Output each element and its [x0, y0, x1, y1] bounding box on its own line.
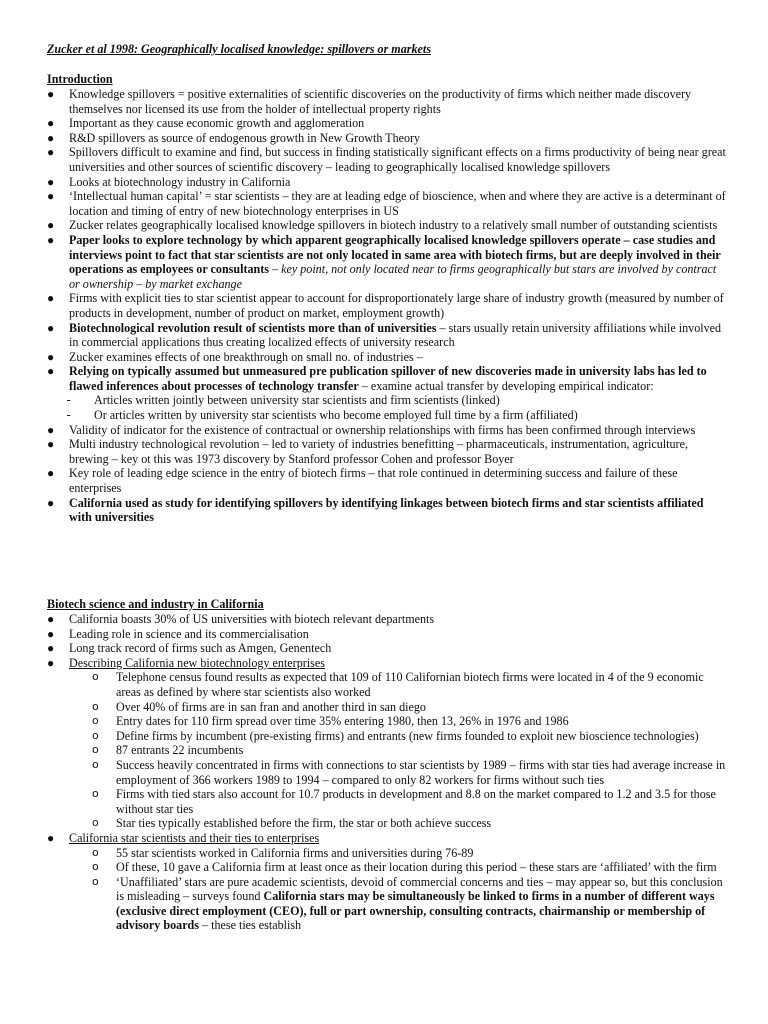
list-item: ● Looks at biotechnology industry in California [47, 174, 291, 189]
circle-icon: o [92, 728, 99, 742]
bullet-icon: ● [47, 830, 55, 845]
circle-icon: o [92, 860, 99, 874]
bullet-icon: ● [47, 626, 55, 641]
list-item: ● Describing California new biotechnology enterprises o Telephone census found results as expected that 109 of 110 Californian biotech firms were located in 4 of the 9 economic areas as defined by where star scientists also worked o Over 40% of firms are in san fran and another third in san diego o Entry dates for 110 firm spread over time 35% entering 1980, then 13, 26% in 1976 and 1986 o Define firms by incumbent (pre-existing firms) and entrants (new firms founded to exploit new bioscience technologies) o 87 entrants 22 incumbents o Success heavily concentrated in firms with connections to star scientists by 1989 – firms with star ties had average increase in employment of 366 workers 1989 to 1994 – compared to only 82 workers for firms without such ties o Firms with tied stars also account for 10.7 products in development and 8.8 on the market compared to 1.2 and 3.5 for those without star ties o Star ties typically established before the firm, the star or both achieve success [47, 655, 726, 831]
bullet-icon: ● [47, 612, 55, 626]
list-item: ● Multi industry technological revolution – led to variety of industries benefitting – pharmaceuticals, instrumentation, agriculture, brewing – key ot this was 1973 discovery by Stanford professor Cohen and professor Boyer [47, 437, 688, 466]
circle-icon: o [92, 757, 99, 771]
list-item: ● Zucker relates geographically localised knowledge spillovers in biotech industry to a relatively small number of outstanding scientists [47, 218, 718, 233]
dash-icon: - [65, 408, 73, 423]
list-item: ● Validity of indicator for the existence of contractual or ownership relationships with firms has been confirmed through interviews [47, 422, 696, 437]
list-item: ● California star scientists and their ties to enterprises o 55 star scientists worked in California firms and universities during 76-89 o Of these, 10 gave a California firm at least once as their location during this period – these stars are ‘affiliated’ with the firm o ‘Unaffiliated’ stars are pure academic scientists, devoid of commercial concerns and ties – may appear so, but this conclusion is misleading – surveys found California stars may be simultaneously be linked to firms in a number of different ways (exclusive direct employment (CEO), full or part ownership, consulting contracts, chairmanship or membership of advisory boards – these ties establish [47, 831, 727, 933]
list-item: - Articles written jointly between university star scientists and firm scientists (linked) [65, 393, 500, 408]
bullet-icon: ● [47, 641, 55, 656]
circle-icon: o [92, 743, 99, 757]
section-heading-introduction: Introduction [47, 72, 113, 86]
bullet-icon: ● [47, 422, 55, 437]
circle-icon: o [92, 670, 99, 684]
list-item: ● California used as study for identifying spillovers by identifying linkages between biotech firms and star scientists affiliated with universities [47, 495, 704, 525]
circle-icon: o [92, 787, 99, 801]
enterprises-sub-list [69, 670, 727, 831]
list-item: ● Spillovers difficult to examine and find, but success in finding statistically significant effects on a firms productivity of being near great universities and other sources of scientific discovery – leading to geographically localised knowledge spillovers [47, 145, 726, 174]
list-item: ● Relying on typically assumed but unmeasured pre publication spillover of new discoveries made in university labs has led to flawed inferences about processes of technology transfer – examine actual transfer by developing empirical indicator: - Articles written jointly between university star scientists and firm scientists (linked) - Or articles written by university star scientists who become employed full time by a firm (affiliated) [47, 364, 727, 422]
list-item: ● Biotechnological revolution result of scientists more than of universities – stars usually retain university affiliations while involved in commercial applications thus creating localized effects of university research [47, 320, 722, 350]
bullet-icon: ● [47, 655, 55, 670]
bullet-icon: ● [47, 189, 55, 204]
list-item: ● Key role of leading edge science in the entry of biotech firms – that role continued in determining success and failure of these enterprises [47, 466, 678, 496]
bullet-icon: ● [47, 291, 55, 306]
list-item: o 55 star scientists worked in California firms and universities during 76-89 [92, 845, 474, 860]
bullet-icon: ● [47, 320, 55, 335]
list-item: o Of these, 10 gave a California firm at least once as their location during this period – these stars are ‘affiliated’ with the firm [92, 860, 717, 875]
bullet-icon: ● [47, 495, 55, 510]
bullet-icon: ● [47, 466, 55, 481]
list-item: o Success heavily concentrated in firms with connections to star scientists by 1989 – firms with star ties had average increase in employment of 366 workers 1989 to 1994 – compared to only 82 workers for firms without such ties [92, 757, 726, 787]
circle-icon: o [92, 845, 99, 859]
list-item: o 87 entrants 22 incumbents [92, 743, 244, 758]
list-item: ● Important as they cause economic growth and agglomeration [47, 116, 365, 131]
list-item: o Over 40% of firms are in san fran and another third in san diego [92, 699, 426, 714]
indicator-sub-list [65, 393, 727, 423]
introduction-bullet-list [47, 87, 727, 525]
list-item: - Or articles written by university star scientists who become employed full time by a firm (affiliated) [65, 408, 578, 423]
list-item: ● Knowledge spillovers = positive externalities of scientific discoveries on the productivity of firms which neither made discovery themselves nor licensed its use from the holder of intellectual property rights [47, 87, 692, 116]
circle-icon: o [92, 874, 99, 888]
list-item: o ‘Unaffiliated’ stars are pure academic scientists, devoid of commercial concerns and ties – may appear so, but this conclusion is misleading – surveys found California stars may be simultaneously be linked to firms in a number of different ways (exclusive direct employment (CEO), full or part ownership, consulting contracts, chairmanship or membership of advisory boards – these ties establish [92, 874, 723, 933]
document-title: Zucker et al 1998: Geographically localised knowledge: spillovers or markets [47, 42, 431, 56]
bullet-icon: ● [47, 437, 55, 452]
list-item: o Entry dates for 110 firm spread over time 35% entering 1980, then 13, 26% in 1976 and 1986 [92, 714, 569, 729]
biotech-bullet-list [47, 612, 727, 933]
bullet-icon: ● [47, 116, 55, 131]
list-item: ● Leading role in science and its commercialisation [47, 626, 309, 641]
circle-icon: o [92, 714, 99, 728]
dash-icon: - [65, 393, 73, 408]
list-item: o Define firms by incumbent (pre-existing firms) and entrants (new firms founded to exploit new bioscience technologies) [92, 728, 699, 743]
bullet-icon: ● [47, 218, 55, 233]
star-ties-sub-list [69, 846, 727, 934]
list-item: ● Long track record of firms such as Amgen, Genentech [47, 641, 332, 656]
bullet-icon: ● [47, 174, 55, 189]
list-item: ● Paper looks to explore technology by which apparent geographically localised knowledge spillovers operate – case studies and interviews point to fact that star scientists are not only located in same area with biotech firms, but are deeply involved in their operations as employees or consultants – key point, not only located near to firms geographically but stars are involved by contract or ownership – by market exchange [47, 232, 721, 291]
circle-icon: o [92, 816, 99, 830]
list-item: ● ‘Intellectual human capital’ = star scientists – they are at leading edge of bioscience, when and where they are active is a determinant of location and timing of entry of new biotechnology enterprises in US [47, 189, 726, 218]
list-item: ● California boasts 30% of US universities with biotech relevant departments [47, 612, 435, 626]
section-heading-biotech: Biotech science and industry in California [47, 597, 264, 611]
list-item: ● R&D spillovers as source of endogenous growth in New Growth Theory [47, 130, 421, 145]
bullet-icon: ● [47, 87, 55, 101]
list-item: o Firms with tied stars also account for 10.7 products in development and 8.8 on the market compared to 1.2 and 3.5 for those without star ties [92, 787, 716, 816]
bullet-icon: ● [47, 130, 55, 145]
bullet-icon: ● [47, 364, 55, 379]
bullet-icon: ● [47, 145, 55, 160]
bullet-icon: ● [47, 232, 55, 247]
list-item: ● Firms with explicit ties to star scientist appear to account for disproportionately large share of industry growth (measured by number of products in development, number of product on market, employment growth) [47, 291, 724, 320]
list-item: ● Zucker examines effects of one breakthrough on small no. of industries – [47, 349, 423, 364]
circle-icon: o [92, 699, 99, 713]
list-item: o Star ties typically established before the firm, the star or both achieve success [92, 816, 492, 831]
list-item: o Telephone census found results as expected that 109 of 110 Californian biotech firms were located in 4 of the 9 economic areas as defined by where star scientists also worked [92, 670, 704, 699]
bullet-icon: ● [47, 349, 55, 364]
